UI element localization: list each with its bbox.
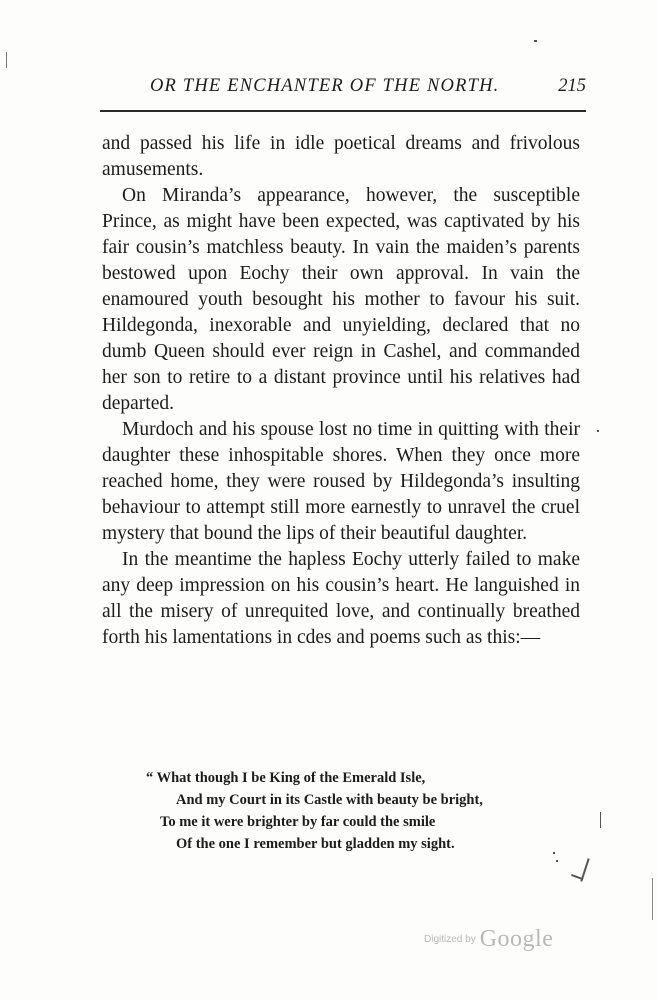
- page-header: [100, 76, 586, 106]
- body-text: [102, 131, 580, 651]
- paragraph: Murdoch and his spouse lost no time in quitting with their daughter these inhospitable shores. When they once more reached home, they were roused by Hildegonda’s insulting behaviour to attempt still more earnestly to unravel the cruel mystery that bound the lips of their beautiful daughter.: [102, 419, 580, 544]
- paragraph: and passed his life in idle poetical dreams and frivolous amusements.: [102, 133, 580, 180]
- poem-line: And my Court in its Castle with beauty be bright,: [176, 792, 483, 808]
- scan-mark: [556, 860, 558, 862]
- header-rule: [100, 110, 586, 112]
- scan-mark: [553, 852, 555, 854]
- paragraph: On Miranda’s appearance, however, the susceptible Prince, as might have been expected, was captivated by his fair cousin’s matchless beauty. In vain the maiden’s parents bestowed upon Eochy their own approval. In vain the enamoured youth besought his mother to favour his suit. Hildegonda, inexorable and unyielding, declared that no dumb Queen should ever reign in Cashel, and commanded her son to retire to a distant province until his relatives had departed.: [102, 185, 580, 414]
- scan-mark: [600, 812, 601, 828]
- poem-line: To me it were brighter by far could the smile: [160, 814, 436, 830]
- watermark-brand: Google: [479, 926, 554, 952]
- paragraph: In the meantime the hapless Eochy utterly failed to make any deep impression on his cousin’s heart. He languished in all the misery of unrequited love, and continually breathed forth his lamentations in cdes and poems such as this:—: [102, 549, 580, 648]
- poem: [146, 767, 483, 855]
- scan-mark: [534, 40, 537, 42]
- scan-mark: [597, 430, 599, 432]
- scan-mark: [652, 878, 653, 920]
- watermark-prefix: Digitized by: [424, 934, 476, 945]
- running-head: OR THE ENCHANTER OF THE NORTH.: [150, 76, 500, 96]
- scan-mark: [6, 52, 7, 68]
- digitized-watermark: [424, 926, 553, 953]
- poem-line: Of the one I remember but gladden my sight.: [176, 836, 455, 852]
- page-number: 215: [558, 76, 586, 96]
- poem-line: “ What though I be King of the Emerald Isle,: [146, 770, 426, 786]
